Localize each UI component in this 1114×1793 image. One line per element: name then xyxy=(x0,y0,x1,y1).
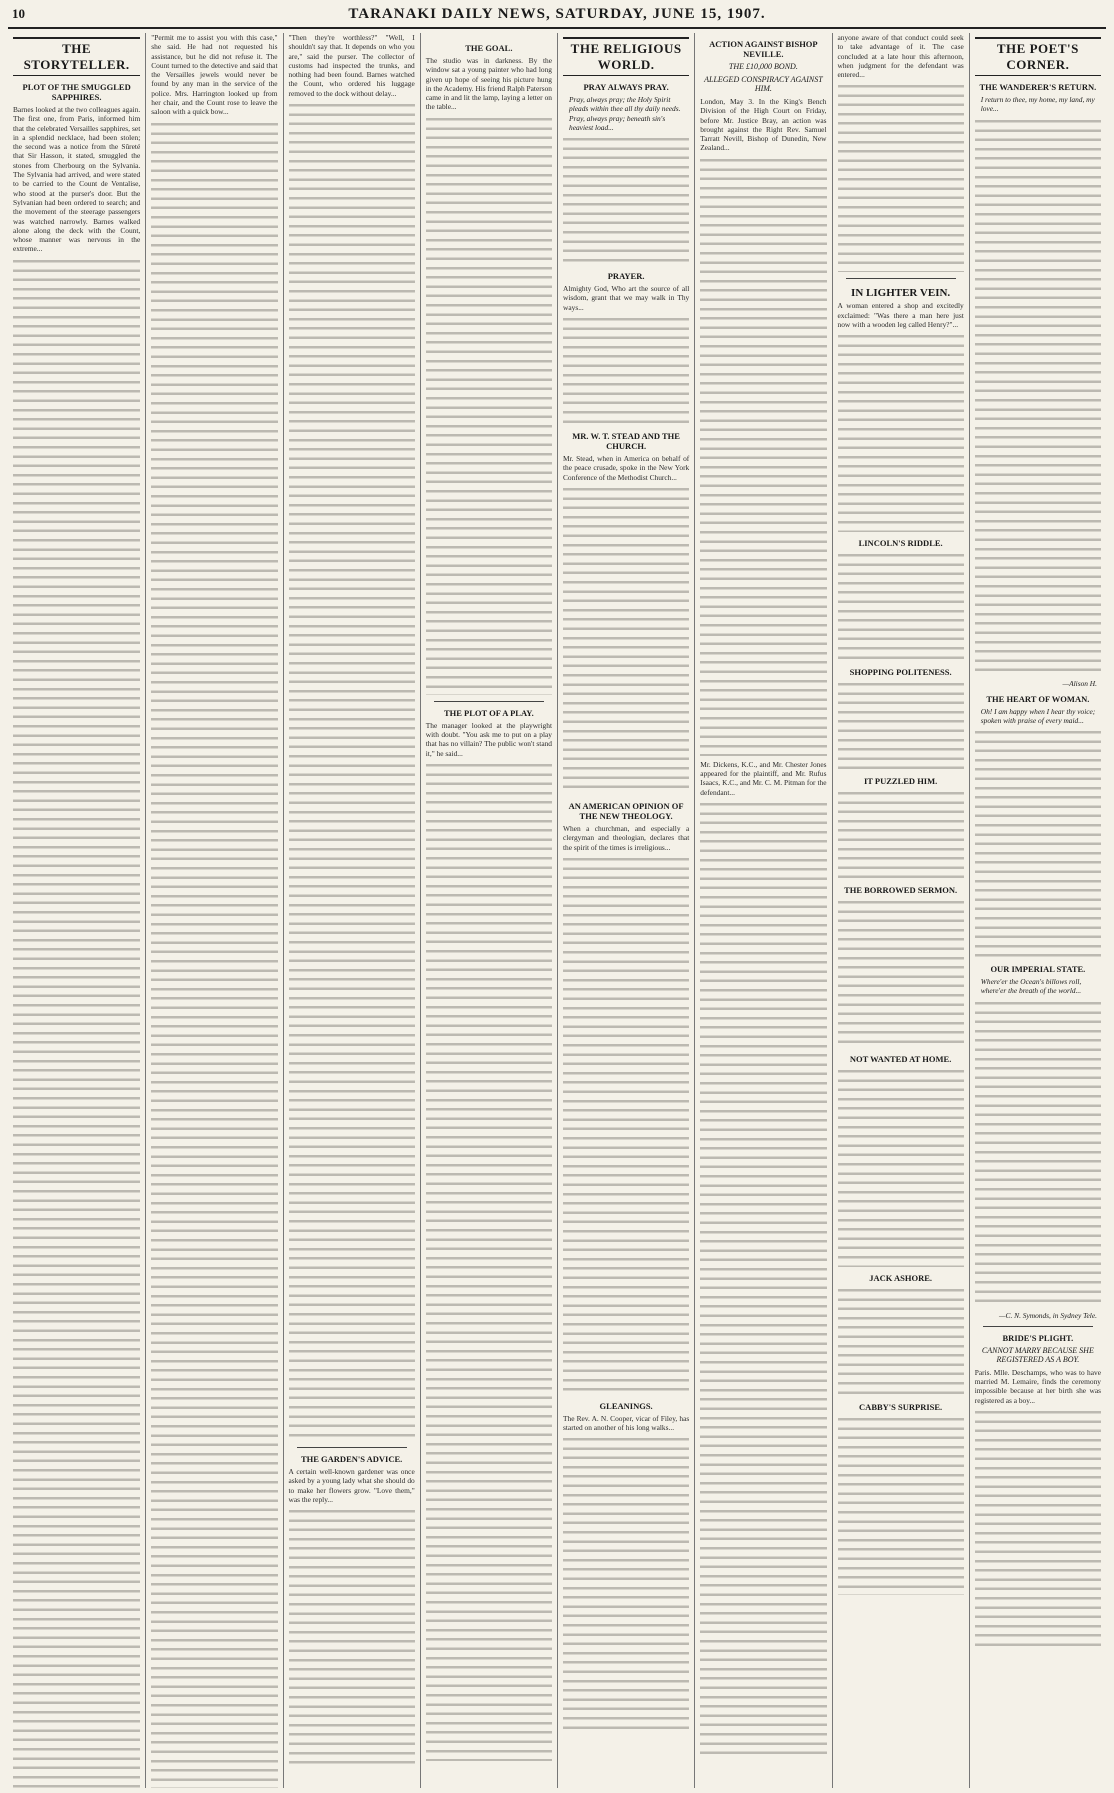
religious-world-heading: THE RELIGIOUS WORLD. xyxy=(563,37,689,76)
divider xyxy=(297,1447,407,1448)
garden-advice-heading: THE GARDEN'S ADVICE. xyxy=(300,1454,403,1465)
heart-of-woman-title: THE HEART OF WOMAN. xyxy=(986,693,1090,704)
column-1 xyxy=(8,33,145,1788)
brides-plight-heading: BRIDE'S PLIGHT. xyxy=(1002,1332,1074,1343)
garden-advice-body xyxy=(289,1507,415,1767)
newspaper-title: TARANAKI DAILY NEWS, SATURDAY, JUNE 15, 1907. xyxy=(348,6,766,22)
stead-body xyxy=(563,485,689,795)
gleanings-heading: GLEANINGS. xyxy=(599,1400,653,1411)
imperial-state-body xyxy=(975,999,1101,1309)
the-goal-text: The studio was in darkness. By the window sat a young painter who had long given up hope of seeing his picture hung in the Academy. His friend Ralph Paterson came in and lit the lamp, laying a letter on the table... xyxy=(425,56,552,112)
gleanings-text: The Rev. A. N. Cooper, vicar of Filey, has started on another of his long walks... xyxy=(563,1413,690,1433)
lincolns-riddle-body xyxy=(838,551,964,661)
garden-advice-text: A certain well-known gardener was once asked by a young lady what she should do to make her flowers grow. "Love them," was the reply... xyxy=(288,1467,415,1504)
borrowed-sermon-body xyxy=(838,898,964,1048)
wanderers-return-title: THE WANDERER'S RETURN. xyxy=(979,82,1097,92)
stead-text: Mr. Stead, when in America on behalf of the peace crusade, spoke in the New York Conference of the Methodist Church... xyxy=(563,454,690,482)
gleanings-body xyxy=(563,1435,689,1735)
cabbys-surprise-heading: CABBY'S SURPRISE. xyxy=(859,1402,943,1413)
brides-plight-subheading: CANNOT MARRY BECAUSE SHE REGISTERED AS A BOY. xyxy=(981,1345,1094,1364)
bond-subheading: THE £10,000 BOND. xyxy=(728,62,798,71)
not-wanted-body xyxy=(838,1067,964,1267)
column-6 xyxy=(694,33,831,1788)
divider xyxy=(846,278,956,279)
bishop-neville-text-2: Mr. Dickens, K.C., and Mr. Chester Jones appeared for the plaintiff, and Mr. Rufus Isaacs, K.C., and Mr. C. M. Pitman for the defendant... xyxy=(700,759,827,797)
the-goal-heading: THE GOAL. xyxy=(465,43,513,53)
new-theology-text: When a churchman, and especially a clergyman and theologian, declares that the spirit of the times is irreligious... xyxy=(563,823,690,852)
cabbys-surprise-body xyxy=(838,1415,964,1595)
imperial-state-poem: Where'er the Ocean's billows roll, where'er the breath of the world... xyxy=(980,977,1082,996)
bishop-neville-text: London, May 3. In the King's Bench Division of the High Court on Friday, before Mr. Justice Bray, an action was brought against the Right Rev. Samuel Tarratt Nevill, Bishop of Dunedin, New Zealand... xyxy=(700,97,827,153)
borrowed-sermon-heading: THE BORROWED SERMON. xyxy=(844,885,958,896)
wanderers-return-poem: I return to thee, my home, my land, my love... xyxy=(980,95,1095,114)
story-continuation: "Permit me to assist you with this case," she said. He had not requested his assistance, but he did not refuse it. The Count turned to the detective and said that the Versailles jewels would never be found by any man in the service of the police. Mrs. Harrington looked up from her chair, and the Count rose to leave the saloon with a quick bow... xyxy=(151,33,278,117)
stead-heading: MR. W. T. STEAD AND THE CHURCH. xyxy=(572,431,680,452)
brides-plight-body xyxy=(975,1408,1101,1648)
column-3 xyxy=(283,33,420,1788)
pray-always-poem: Pray, always pray; the Holy Spirit pleads within thee all thy daily needs. Pray, always pray; beneath sin's heaviest load... xyxy=(569,95,681,132)
bishop-neville-conclusion: anyone aware of that conduct could seek to take advantage of it. The case concluded at a late hour this afternoon, when judgment for the defendant was entered... xyxy=(837,33,964,80)
story-title: PLOT OF THE SMUGGLED SAPPHIRES. xyxy=(22,82,131,102)
columns xyxy=(8,33,1106,1788)
pray-always-body xyxy=(563,135,689,265)
story-continuation-2: "Then they're worthless?" "Well, I shouldn't say that. It depends on who you are," said the purser. The collector of customs had inspected the trunks, and nothing had been found. Barnes watched the Count, who ordered his luggage removed to the dock without delay... xyxy=(288,33,415,98)
jack-ashore-body xyxy=(838,1286,964,1396)
it-puzzled-him-heading: IT PUZZLED HIM. xyxy=(863,776,938,787)
column-5 xyxy=(557,33,694,1788)
heart-of-woman-poem: Oh! I am happy when I hear thy voice; spoken with praise of every maid... xyxy=(980,706,1096,725)
column-8 xyxy=(969,33,1106,1788)
column-2 xyxy=(145,33,282,1788)
story-body: Barnes looked at the two colleagues again. The first one, from Paris, informed him that the celebrated Versailles sapphires, set in a splendid necklace, had been stolen; the second was a notice from the Sûreté that Sir Hasson, it stated, smuggled the stones from Cherbourg on the Sylvania. The Sylvania had arrived, and were stated to be carried to the Count de Ventalise, who stood at the purser's door. But the Sylvanian had been ordered to search; and the movement of the steerage passengers was watched narrowly. Barnes walked alone along the deck with the Count, whose manner was nervous in the extreme... xyxy=(13,105,141,254)
page-number: 10 xyxy=(12,6,25,21)
pray-always-heading: PRAY ALWAYS PRAY. xyxy=(583,82,669,92)
imperial-state-signature: —C. N. Symonds, in Sydney Tele. xyxy=(998,1310,1097,1320)
lighter-vein-body xyxy=(838,332,964,532)
column-7 xyxy=(832,33,969,1788)
lincolns-riddle-heading: LINCOLN'S RIDDLE. xyxy=(858,538,943,549)
section-heading-storyteller: THE STORYTELLER. xyxy=(13,37,140,76)
heart-of-woman-body xyxy=(975,728,1101,958)
prayer-text: Almighty God, Who art the source of all wisdom, grant that we may walk in Thy ways... xyxy=(563,284,690,312)
not-wanted-heading: NOT WANTED AT HOME. xyxy=(849,1054,952,1065)
conspiracy-subheading: ALLEGED CONSPIRACY AGAINST HIM. xyxy=(704,75,823,93)
new-theology-body xyxy=(563,855,689,1395)
plot-of-play-body xyxy=(426,761,552,1761)
shopping-politeness-body xyxy=(838,680,964,770)
bishop-neville-conclusion-body xyxy=(838,82,964,272)
bishop-neville-body-2 xyxy=(700,800,826,1760)
poets-corner-heading: THE POET'S CORNER. xyxy=(975,37,1101,76)
imperial-state-title: OUR IMPERIAL STATE. xyxy=(990,964,1086,975)
lighter-vein-heading: IN LIGHTER VEIN. xyxy=(851,287,951,300)
shopping-politeness-heading: SHOPPING POLITENESS. xyxy=(849,667,952,678)
it-puzzled-him-body xyxy=(838,789,964,879)
plot-of-play-heading: THE PLOT OF A PLAY. xyxy=(443,707,534,718)
new-theology-heading: AN AMERICAN OPINION OF THE NEW THEOLOGY. xyxy=(568,800,684,821)
masthead xyxy=(8,6,1106,29)
story-body-continued xyxy=(13,257,140,1788)
story-continuation-2-body xyxy=(289,101,415,1441)
the-goal-body xyxy=(426,115,552,695)
prayer-heading: PRAYER. xyxy=(607,271,645,282)
wanderers-return-signature: —Alison H. xyxy=(1062,678,1097,688)
lighter-vein-text: A woman entered a shop and excitedly exclaimed: "Was there a man here just now with a wooden leg called Henry?"... xyxy=(837,301,964,330)
prayer-body xyxy=(563,315,689,425)
bishop-neville-body xyxy=(700,156,826,756)
bishop-neville-heading: ACTION AGAINST BISHOP NEVILLE. xyxy=(709,39,818,59)
plot-of-play-text: The manager looked at the playwright with doubt. "You ask me to put on a play that has no villain? The public won't stand it," he said... xyxy=(425,720,552,758)
divider xyxy=(983,1326,1093,1327)
brides-plight-text: Paris. Mlle. Deschamps, who was to have married M. Lemaire, finds the ceremony impossible because at her birth she was registered as a boy... xyxy=(974,1367,1101,1405)
column-4 xyxy=(420,33,557,1788)
jack-ashore-heading: JACK ASHORE. xyxy=(869,1273,933,1284)
divider xyxy=(434,701,544,702)
wanderers-return-body xyxy=(975,117,1101,677)
story-continuation-body xyxy=(151,120,277,1788)
